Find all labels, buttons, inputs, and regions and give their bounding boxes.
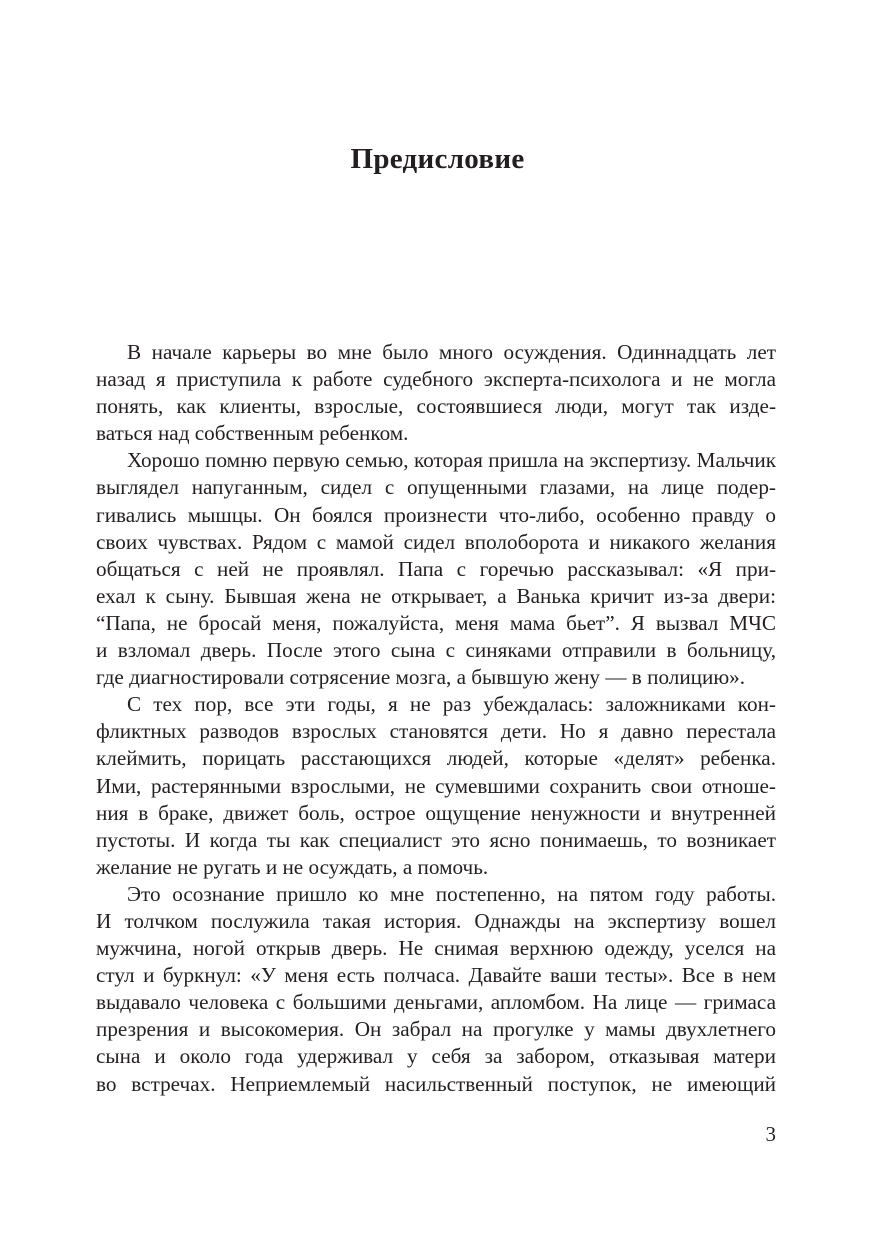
text-line: пустоты. И когда ты как специалист это ясно понимаешь, то возникает (96, 827, 776, 852)
text-line: гивались мышцы. Он боялся произнести что-либо, особенно правду о (96, 502, 776, 527)
page-number: 3 (765, 1122, 776, 1146)
text-line: выглядел напуганным, сидел с опущенными глазами, на лице подер- (96, 475, 776, 500)
text-line: “Папа, не бросай меня, пожалуйста, меня мама бьет”. Я вызвал МЧС (96, 610, 776, 635)
text-line: В начале карьеры во мне было много осуждения. Одиннадцать лет (127, 340, 776, 364)
chapter-title: Предисловие (350, 143, 525, 175)
text-line: ваться над собственным ребенком. (96, 421, 409, 446)
text-line: выдавало человека с большими деньгами, апломбом. На лице — гримаса (96, 990, 776, 1015)
text-line: мужчина, ногой открыв дверь. Не снимая верхнюю одежду, уселся на (96, 936, 776, 961)
text-line: сына и около года удерживал у себя за забором, отказывая матери (96, 1044, 776, 1069)
text-line: фликтных разводов взрослых становятся дети. Но я давно перестала (96, 719, 776, 744)
paragraph (96, 447, 776, 691)
body-text (96, 339, 776, 1098)
text-line: своих чувствах. Рядом с мамой сидел вполоборота и никакого желания (96, 529, 776, 554)
text-line: Это осознание пришло ко мне постепенно, на пятом году работы. (127, 881, 776, 906)
text-line: стул и буркнул: «У меня есть полчаса. Давайте ваши тесты». Все в нем (96, 963, 776, 988)
text-line: Ими, растерянными взрослыми, не сумевшими сохранить свои отноше- (96, 773, 776, 798)
text-line: И толчком послужила такая история. Однажды на экспертизу вошел (96, 908, 776, 933)
text-line: желание не ругать и не осуждать, а помочь. (96, 854, 489, 879)
text-line: назад я приступила к работе судебного эксперта-психолога и не могла (96, 367, 776, 392)
paragraph (96, 881, 776, 1098)
text-line: С тех пор, все эти годы, я не раз убеждалась: заложниками кон- (127, 692, 776, 717)
text-line: понять, как клиенты, взрослые, состоявшиеся люди, могут так изде- (96, 394, 776, 419)
text-line: во встречах. Неприемлемый насильственный поступок, не имеющий (96, 1071, 776, 1096)
text-line: и взломал дверь. После этого сына с синяками отправили в больницу, (96, 638, 776, 663)
text-line: общаться с ней не проявлял. Папа с горечью рассказывал: «Я при- (96, 556, 776, 581)
text-line: ния в браке, движет боль, острое ощущение ненужности и внутренней (96, 800, 776, 825)
paragraph (96, 691, 776, 881)
text-line: презрения и высокомерия. Он забрал на прогулке у мамы двухлетнего (96, 1017, 776, 1042)
text-line: ехал к сыну. Бывшая жена не открывает, а Ванька кричит из-за двери: (96, 583, 776, 608)
text-line: где диагностировали сотрясение мозга, а бывшую жену — в полицию». (96, 665, 746, 690)
text-line: клеймить, порицать расстающихся людей, которые «делят» ребенка. (96, 746, 776, 771)
paragraph (96, 339, 776, 447)
text-line: Хорошо помню первую семью, которая пришла на экспертизу. Мальчик (127, 448, 776, 473)
